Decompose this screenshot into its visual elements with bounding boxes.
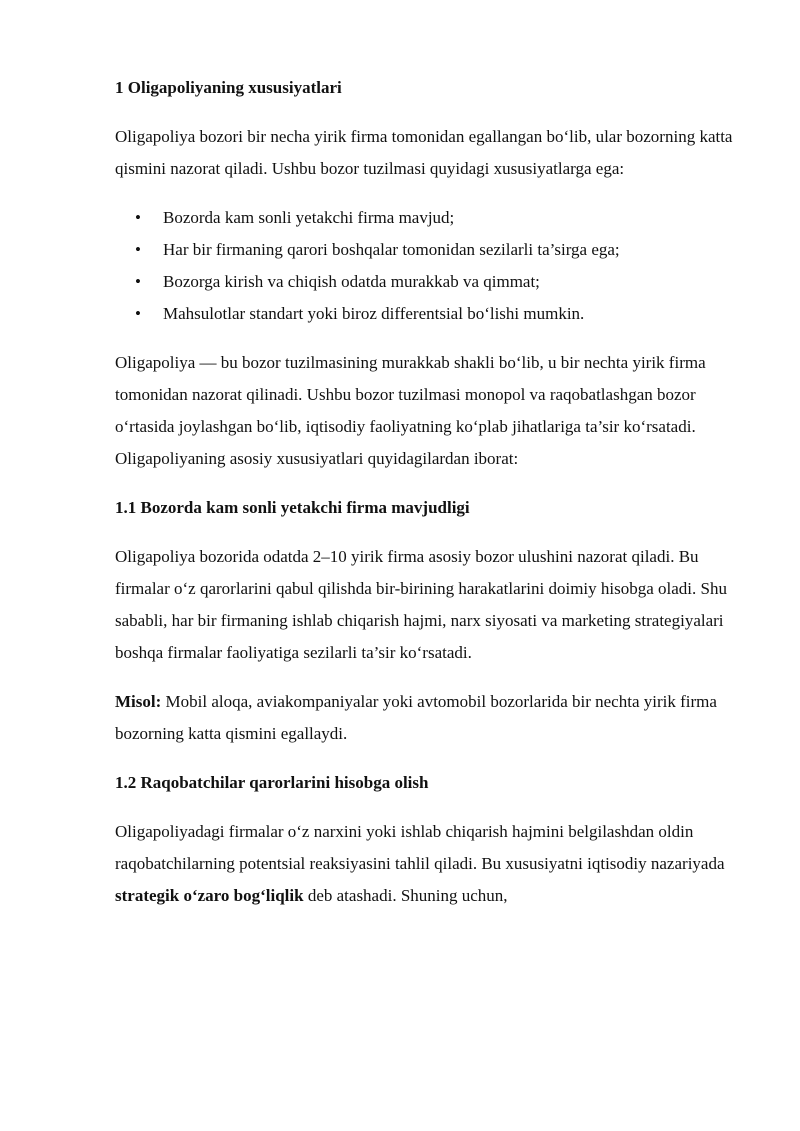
- section-heading-1: 1 Oligapoliyaning xususiyatlari: [115, 78, 342, 97]
- list-item: • Har bir firmaning qarori boshqalar tomonidan sezilarli ta’sirga ega;: [115, 234, 745, 266]
- strategic-term: strategik o‘zaro bog‘liqlik: [115, 886, 304, 905]
- section-heading-1-1: 1.1 Bozorda kam sonli yetakchi firma mavjudligi: [115, 498, 470, 517]
- example-text: Mobil aloqa, aviakompaniyalar yoki avtomobil bozorlarida bir nechta yirik firma bozorning katta qismini egallaydi.: [115, 692, 717, 743]
- paragraph-strategic: Oligapoliyadagi firmalar o‘z narxini yoki ishlab chiqarish hajmini belgilashdan oldin raqobatchilarning potentsial reaksiyasini tahlil qiladi. Bu xususiyatni iqtisodiy nazariyada strategik o‘zaro bog‘liqlik deb atashadi. Shuning uchun,: [115, 822, 725, 905]
- list-item: • Bozorda kam sonli yetakchi firma mavjud;: [115, 202, 745, 234]
- paragraph-definition: Oligapoliya — bu bozor tuzilmasining murakkab shakli bo‘lib, u bir nechta yirik firma tomonidan nazorat qilinadi. Ushbu bozor tuzilmasi monopol va raqobatlashgan bozor o‘rtasida joylashgan bo‘lib, iqtisodiy faoliyatning ko‘plab jihatlariga ta’sir ko‘rsatadi. Oligapoliyaning asosiy xususiyatlari quyidagilardan iborat:: [115, 353, 706, 468]
- paragraph-example: [115, 686, 745, 750]
- feature-list: [115, 202, 745, 330]
- document-content: [115, 72, 745, 912]
- section-heading-1-2: 1.2 Raqobatchilar qarorlarini hisobga olish: [115, 773, 429, 792]
- paragraph-firms: Oligapoliya bozorida odatda 2–10 yirik firma asosiy bozor ulushini nazorat qiladi. Bu firmalar o‘z qarorlarini qabul qilishda bir-birining harakatlarini doimiy hisobga oladi. Shu sababli, har bir firmaning ishlab chiqarish hajmi, narx siyosati va marketing strategiyalari boshqa firmalar faoliyatiga sezilarli ta’sir ko‘rsatadi.: [115, 547, 727, 662]
- list-item: • Mahsulotlar standart yoki biroz differentsial bo‘lishi mumkin.: [115, 298, 745, 330]
- bullet-icon: •: [135, 208, 141, 227]
- list-item: • Bozorga kirish va chiqish odatda murakkab va qimmat;: [115, 266, 745, 298]
- example-label: Misol:: [115, 692, 162, 711]
- bullet-icon: •: [135, 240, 141, 259]
- paragraph-intro: Oligapoliya bozori bir necha yirik firma tomonidan egallangan bo‘lib, ular bozorning katta qismini nazorat qiladi. Ushbu bozor tuzilmasi quyidagi xususiyatlarga ega:: [115, 127, 733, 178]
- bullet-icon: •: [135, 304, 141, 323]
- bullet-icon: •: [135, 272, 141, 291]
